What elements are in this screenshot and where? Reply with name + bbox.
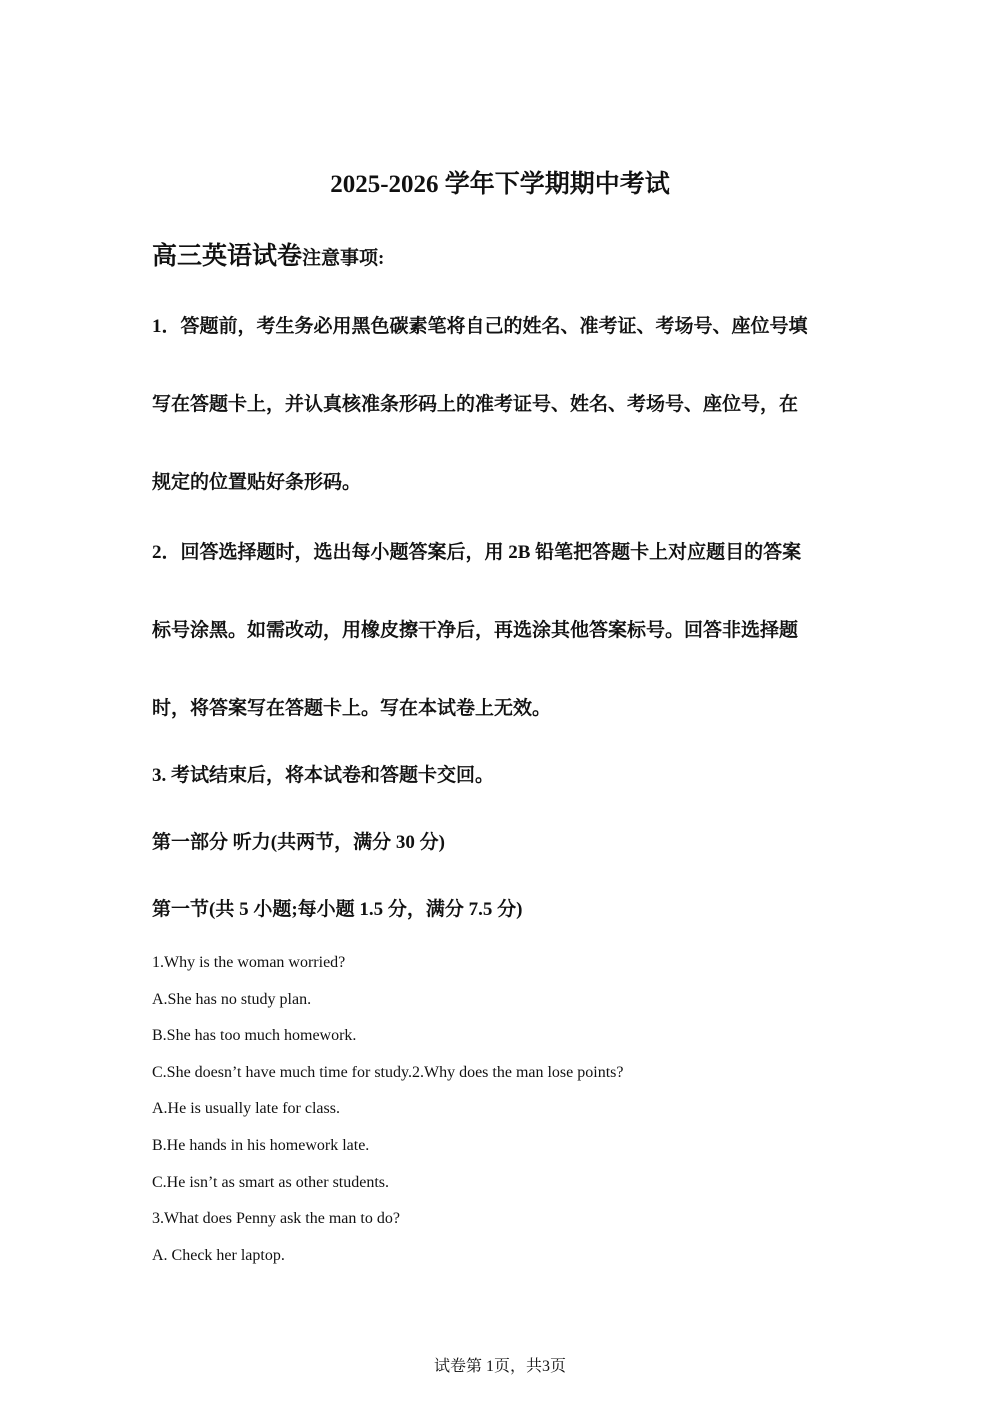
- part-one-heading: 第一部分 听力(共两节，满分 30 分): [152, 832, 445, 853]
- notice-item-1-line-1: 1．答题前，考生务必用黑色碳素笔将自己的姓名、准考证、考场号、座位号填: [152, 316, 808, 337]
- question-line: B.She has too much homework.: [152, 1027, 357, 1045]
- subject-line: [152, 240, 384, 276]
- question-line: C.She doesn’t have much time for study.2.Why does the man lose points?: [152, 1063, 624, 1081]
- question-line: A.She has no study plan.: [152, 990, 312, 1008]
- section-one-heading: 第一节(共 5 小题;每小题 1.5 分，满分 7.5 分): [152, 899, 523, 920]
- notice-item-1-line-3: 规定的位置贴好条形码。: [152, 472, 362, 493]
- notice-item-2-line-3: 时，将答案写在答题卡上。写在本试卷上无效。: [152, 698, 552, 719]
- notice-item-1: [152, 314, 852, 548]
- notice-item-3: 3. 考试结束后，将本试卷和答题卡交回。: [152, 765, 495, 786]
- question-line: C.He isn’t as smart as other students.: [152, 1173, 390, 1191]
- question-line: B.He hands in his homework late.: [152, 1136, 370, 1154]
- notice-heading: 注意事项:: [302, 248, 385, 269]
- question-list: [152, 952, 623, 1281]
- notice-item-2-line-1: 2．回答选择题时，选出每小题答案后，用 2B 铅笔把答题卡上对应题目的答案: [152, 542, 802, 563]
- question-line: A. Check her laptop.: [152, 1246, 285, 1264]
- question-line: 1.Why is the woman worried?: [152, 954, 346, 971]
- notice-item-2-line-2: 标号涂黑。如需改动，用橡皮擦干净后，再选涂其他答案标号。回答非选择题: [152, 620, 799, 641]
- question-line: 3.What does Penny ask the man to do?: [152, 1210, 400, 1228]
- exam-title: 2025-2026 学年下学期期中考试: [330, 171, 670, 198]
- notice-item-1-line-2: 写在答题卡上，并认真核准条形码上的准考证号、姓名、考场号、座位号，在: [152, 394, 799, 415]
- subject-title: 高三英语试卷: [152, 243, 303, 270]
- question-line: A.He is usually late for class.: [152, 1100, 340, 1118]
- page-footer: 试卷第 1页，共3页: [433, 1358, 566, 1375]
- notice-item-2: [152, 540, 852, 774]
